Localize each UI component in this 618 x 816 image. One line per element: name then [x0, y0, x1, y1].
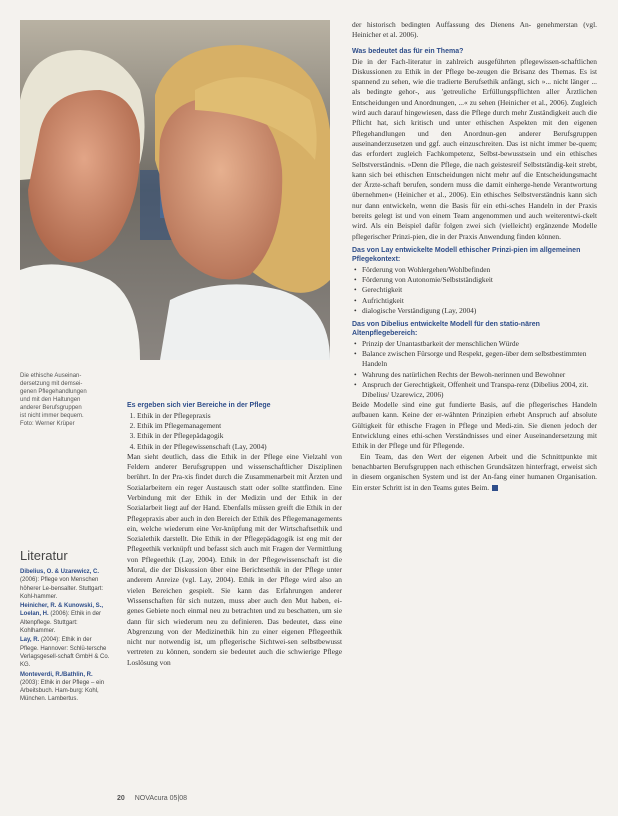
- list-item: • Balance zwischen Fürsorge und Respekt, gegen-über dem selbstbestimmten Handeln: [362, 349, 597, 369]
- middle-column: [127, 401, 342, 668]
- list-item: • Aufrichtigkeit: [362, 296, 597, 306]
- list-item: • dialogische Verständigung (Lay, 2004): [362, 306, 597, 316]
- literature-item: Heinicher, R. & Kunowski, S., Loelan, H. (2006): Ethik in der Altenpflege. Stuttgart: Kohlhammer.: [20, 603, 104, 635]
- section-lay: [352, 246, 597, 316]
- list-item: 4. Ethik in der Pflegewissenschaft (Lay, 2004): [137, 442, 342, 452]
- list-item: 2. Ethik im Pflegemanagement: [137, 421, 342, 431]
- literature-item: Monteverdi, R./Bathlin, R. (2003): Ethik in der Pflege – ein Arbeitsbuch. Ham-burg: Kohl, München. Lambertus.: [20, 671, 105, 703]
- list-item: • Förderung von Autonomie/Selbstständigkeit: [362, 275, 597, 285]
- section-heading: Es ergeben sich vier Bereiche in der Pflege: [127, 402, 271, 409]
- list-item: 3. Ethik in der Pflegepädagogik: [137, 431, 342, 441]
- list-item: 1. Ethik in der Pflegepraxis: [137, 411, 342, 421]
- areas-list: [127, 411, 342, 452]
- literature-title: Literatur: [20, 548, 68, 563]
- intro-text: der historisch bedingten Auffassung des Dienens An- genehmerstan (vgl. Heinicher et al. 2006).: [352, 20, 597, 40]
- section-heading: Das von Lay entwickelte Modell ethischer Prinzi-pien im allgemeinen Pflegekontext:: [352, 246, 581, 263]
- principles-list: [352, 339, 597, 400]
- list-item: • Prinzip der Unantastbarkeit der menschlichen Würde: [362, 339, 597, 349]
- page-number: 20: [117, 795, 125, 802]
- list-item: • Förderung von Wohlergehen/Wohlbefinden: [362, 265, 597, 275]
- list-item: • Wahrung des natürlichen Rechts der Bewoh-nerinnen und Bewohner: [362, 370, 597, 380]
- closing-text: Ein Team, das den Wert der eigenen Arbeit und die Schnittpunkte mit benachbarten Berufsgruppen nach ethischen Grundsätzen hinterfragt, erweist sich in diesem organischen System und ist der An-fang einer humanen Organisation. Ein erster Schritt ist in den Teams gutes Beim.: [352, 451, 597, 492]
- section-text: Beide Modelle sind eine gut fundierte Basis, auf die pflegerisches Handeln aufbauen kann. Keine der er-wähnten Prinzipien erhebt Anspruch auf absolute Gültigkeit für ethische Fragen in Pflege und Medi-zin. Sie dienen jedoch der Entwicklung eines ethi-schen Verständnisses und einer Auseinandersetzung mit Ethik in der Pflege und für Pflegende.: [352, 400, 597, 451]
- journal-name: NOVAcura 05|08: [134, 795, 188, 802]
- list-item: • Anspruch der Gerechtigkeit, Offenheit und Transpa-renz (Dibelius 2004, zit. Dibelius/ Uzarewicz, 2006): [362, 380, 597, 400]
- section-heading: Was bedeutet das für ein Thema?: [352, 47, 464, 55]
- section-text: Man sieht deutlich, dass die Ethik in der Pflege eine Vielzahl von Feldern anderer Berufsgruppen und wissenschaftlicher Disziplinen berührt. In der Pra-xis findet durch die Zusammenarbeit mit Ärzten und Sozialarbeitern ein reger Austausch statt oder sollte stattfinden. Eine Verbindung mit der Ethik in der Medizin und der Ethik in der Sozialarbeit liegt auf der Hand. Ebenfalls müssen greift die Ethik in der Pflegepraxis aber auch in den Bereich der Ethik des Pflegemanagements ein, welche wiederum eine Ver-knüpfung mit der Wirtschaftsethik und Sozialethik darstellt. Die Ethik in der Pflegepädagogik ist eng mit der Pflegeethik verknüpft und befasst sich auch mit Fragen der Vermittlung von Pflegeethik (Lay, 2004). Ethik in der Pflegewissenschaft ist die Moral, die der Diskussion über eine Berichtsethik in der Pflege unter anderem Anreize (vgl. Lay, 2004). Ethik in der Pflege wird also an vielen Bereichen gespielt. Sie kann das Erfahrungen anderer Wissenschaften für sich nutzen, muss aber auch den Mut haben, ei-genes Gebiete noch einmal neu zu betrachten und zu beschatten, um sie dann für sich wiederum neu zu definieren. Das bedeutet, dass eine Abgrenzung von der Medizinethik hin zu einer eigenen Pflegeethik nicht nur notwendig ist, um pflegerische Sichtwei-sen selbstbewusst vertreten zu können, sondern sie bedeutet auch die schwierige Pflege Loslösung von: [127, 451, 342, 667]
- page-footer: [117, 795, 187, 802]
- section-dibelius: [352, 320, 597, 493]
- list-item: • Gerechtigkeit: [362, 285, 597, 295]
- section-text: Die in der Fach-literatur in zahlreich ausgeführten pflegewissen-schaftlichen Diskussionen zu Ethik in der Pflege be-zeugen die Brisanz des Themas. Es ist spannend zu sehen, wie die tradierte Berufsethik anfängt, sich »... nicht länger ... als bedingte gehor-, aus 'getreuliche Erfüllungspflichten aller Ärztlichen Entscheidungen und Anordnungen, ...« zu sehen (Heinicher et al., 2006). Zugleich wird auch darauf hingewiesen, dass die Pflege durch mehr Zuständigkeit auch die Pflicht hat, sich kritisch und unter ethischen Aspekten mit den eigenen Pflegehandlungen und den Anordnun-gen anderer Berufsgruppen auseinanderzusetzen und ggf. auch einzuschreiten. Das ist nicht immer be-quem; das erfordert zugleich Fachkompetenz, Selbst-bewusstsein und ein ethisches Selbstverständnis. »Denn die Pflege, die nach geistesreif Selbstständig-keit strebt, kann sich bei ethischen Entscheidungen nicht mehr auf die Entscheidungsmacht der Ärzte-schaft berufen, sondern muss die damit einherge-hende Verantwortung übernehmen« (Heinicher et al., 2006). Ein ethisches Selbstverständnis kann sich nur dann entwickeln, wenn die Basis für ein ethi-sches Handeln in der Praxis bereits gelegt ist und von einem Team angenommen und auch weiterentwi-ckelt wird. Als ein Beispiel dafür folgen zwei sich (vielleicht) ergänzende Modelle pflegerischer Prinzi-pien, die in der Praxis Anwendung finden können.: [352, 56, 597, 241]
- literature-item: Lay, R. (2004): Ethik in der Pflege. Hannover: Schlü-tersche Verlagsgesell-schaft GmbH & Co. KG.: [20, 637, 110, 669]
- end-mark-icon: [492, 485, 498, 491]
- literature-item: Dibelius, O. & Uzarewicz, C. (2006): Pflege von Menschen höherer Le-bensalter. Stuttgart: Kohl-hammer.: [20, 569, 104, 600]
- literature-list: [20, 568, 110, 705]
- right-column: [352, 20, 597, 497]
- two-women-photo: [20, 20, 330, 360]
- photo: [20, 20, 330, 360]
- section-thema: [352, 47, 597, 242]
- section-heading: Das von Dibelius entwickelte Modell für den statio-nären Altenpflegebereich:: [352, 320, 540, 337]
- principles-list: [352, 265, 597, 316]
- photo-caption: Die ethische Auseinan- dersetzung mit demsei- genen Pflegehandlungen und mit den Haltungen anderer Berufsgruppen ist nicht immer bequem. Foto: Werner Krüper: [20, 373, 87, 427]
